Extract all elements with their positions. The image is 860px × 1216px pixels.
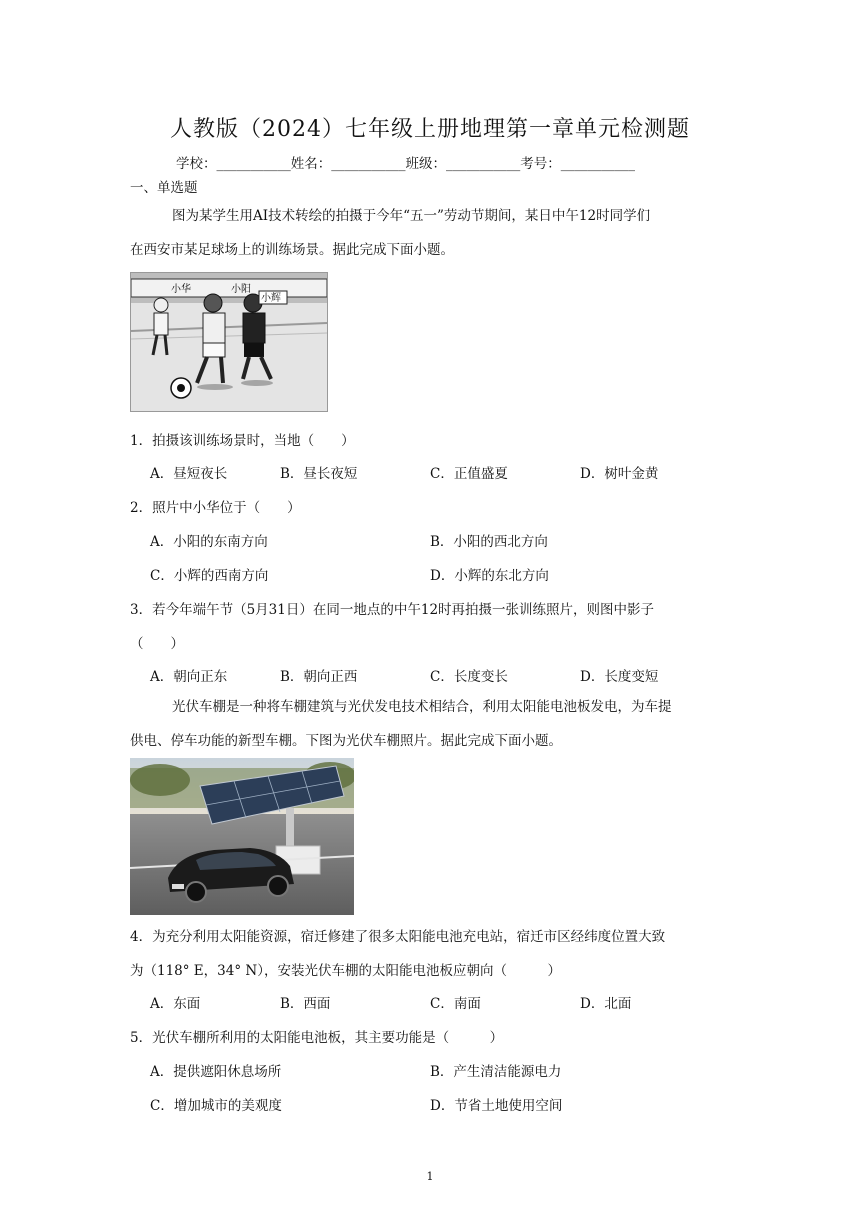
q3-option-a: A．朝向正东: [150, 669, 228, 685]
intro1-line2: 在西安市某足球场上的训练场景。据此完成下面小题。: [130, 242, 454, 258]
q3-option-d: D．长度变短: [580, 669, 659, 685]
q1-option-c: C．正值盛夏: [430, 466, 508, 482]
q3-option-c: C．长度变长: [430, 669, 508, 685]
question-4-stem-line1: 4．为充分利用太阳能资源，宿迁修建了很多太阳能电池充电站，宿迁市区经纬度位置大致: [130, 929, 666, 945]
document-title: 人教版（2024）七年级上册地理第一章单元检测题: [170, 117, 690, 142]
q1-option-d: D．树叶金黄: [580, 466, 659, 482]
student-info-line: 学校：___________姓名：___________班级：___________考号：___________: [176, 156, 635, 172]
q1-option-b: B．昼长夜短: [280, 466, 358, 482]
soccer-sketch-drawing: [131, 273, 327, 411]
solar-carport-photo: [130, 758, 354, 915]
label-xiaohui: 小辉: [261, 293, 281, 304]
label-xiaoyang: 小阳: [231, 284, 251, 295]
question-1-stem: 1．拍摄该训练场景时，当地（ ）: [130, 433, 355, 449]
q4-option-d: D．北面: [580, 996, 632, 1012]
q4-option-c: C．南面: [430, 996, 481, 1012]
q4-option-a: A．东面: [150, 996, 201, 1012]
q2-option-b: B．小阳的西北方向: [430, 534, 548, 550]
q1-option-a: A．昼短夜长: [150, 466, 228, 482]
solar-carport-drawing: [130, 758, 354, 915]
question-2-stem: 2．照片中小华位于（ ）: [130, 500, 301, 516]
q2-option-d: D．小辉的东北方向: [430, 568, 549, 584]
label-xiaohua: 小华: [171, 284, 191, 295]
intro1-line1: 图为某学生用AI技术转绘的拍摄于今年“五一”劳动节期间，某日中午12时同学们: [172, 208, 651, 224]
q5-option-b: B．产生清洁能源电力: [430, 1064, 562, 1080]
q5-option-d: D．节省土地使用空间: [430, 1098, 563, 1114]
page-number: 1: [426, 1170, 434, 1183]
soccer-training-sketch: [130, 272, 328, 412]
q5-option-a: A．提供遮阳休息场所: [150, 1064, 282, 1080]
intro2-line2: 供电、停车功能的新型车棚。下图为光伏车棚照片。据此完成下面小题。: [130, 733, 562, 749]
question-4-stem-line2: 为（118° E，34° N），安装光伏车棚的太阳能电池板应朝向（ ）: [130, 963, 561, 979]
question-5-stem: 5．光伏车棚所利用的太阳能电池板，其主要功能是（ ）: [130, 1030, 504, 1046]
section-heading: 一、单选题: [130, 180, 198, 196]
question-3-stem-line2: （ ）: [130, 636, 184, 652]
q4-option-b: B．西面: [280, 996, 331, 1012]
intro2-line1: 光伏车棚是一种将车棚建筑与光伏发电技术相结合，利用太阳能电池板发电，为车提: [172, 699, 672, 715]
q2-option-c: C．小辉的西南方向: [150, 568, 269, 584]
q3-option-b: B．朝向正西: [280, 669, 358, 685]
q5-option-c: C．增加城市的美观度: [150, 1098, 282, 1114]
q2-option-a: A．小阳的东南方向: [150, 534, 268, 550]
question-3-stem-line1: 3．若今年端午节（5月31日）在同一地点的中午12时再拍摄一张训练照片，则图中影子: [130, 602, 655, 618]
